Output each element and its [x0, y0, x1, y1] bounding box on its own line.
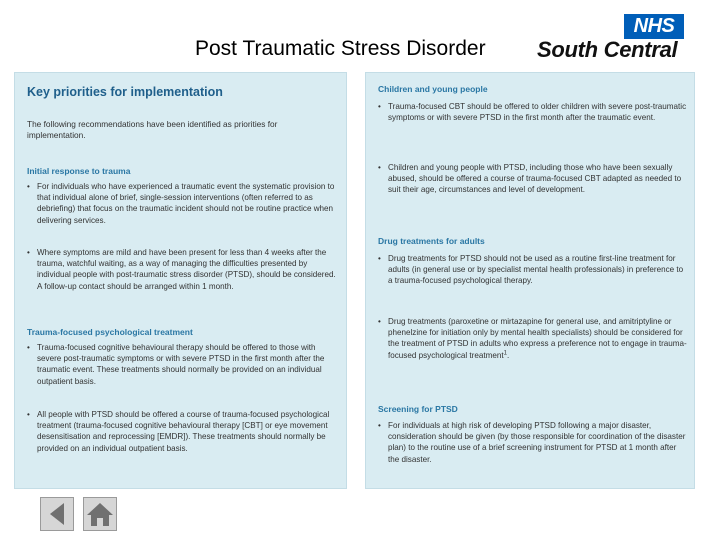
home-button[interactable]: [83, 497, 117, 531]
bullet-item: [378, 101, 688, 123]
bullet-icon: •: [378, 102, 381, 111]
bullet-item: [27, 409, 337, 454]
bullet-icon: •: [27, 343, 30, 352]
bullet-text: Where symptoms are mild and have been present for less than 4 weeks after the trauma, watchful waiting, as a way of managing the difficulties presented by individual people with post-traumatic stress disorder (PTSD), should be considered. A follow-up contact should be arranged within 1 month.: [37, 248, 336, 291]
bullet-icon: •: [27, 182, 30, 191]
back-button[interactable]: [40, 497, 74, 531]
bullet-icon: •: [378, 421, 381, 430]
slide-title: Post Traumatic Stress Disorder: [195, 37, 486, 60]
bullet-item: [27, 181, 337, 226]
bullet-item: [27, 247, 337, 292]
section-title-children: Children and young people: [378, 84, 488, 94]
section-title-trauma-focused: Trauma-focused psychological treatment: [27, 327, 193, 337]
org-name: South Central: [537, 37, 678, 62]
home-icon: [84, 498, 116, 530]
bullet-item: [378, 162, 688, 196]
bullet-text: For individuals at high risk of developing PTSD following a major disaster, consideration should be given (by those responsible for coordination of the disaster plan) to the routine use of a brief screening instrument for PTSD at 1 month after the disaster.: [388, 421, 686, 464]
bullet-text: [388, 316, 688, 361]
section-title-initial-response: Initial response to trauma: [27, 166, 131, 176]
footnote-end: .: [506, 350, 510, 360]
section-title-drug-treatments: Drug treatments for adults: [378, 236, 485, 246]
bullet-text: Children and young people with PTSD, including those who have been sexually abused, should be offered a course of trauma-focused CBT adapted as needed to suit their age, circumstances and level of development.: [388, 163, 682, 195]
bullet-text: Drug treatments for PTSD should not be used as a routine first-line treatment for adults (in general use or by specialist mental health professionals) in preference to a trauma-focused psychological therapy.: [388, 254, 684, 286]
bullet-icon: •: [378, 317, 381, 326]
footnote-mark: 1: [503, 349, 507, 356]
left-panel: [14, 72, 347, 489]
intro-text: The following recommendations have been identified as priorities for implementation.: [27, 119, 278, 140]
bullet-text-body: Drug treatments (paroxetine or mirtazapine for general use, and amitriptyline or phenelzine for initiation only by mental health specialists) should be considered for the treatment of PTSD in adults who express a preference not to engage in trauma-focused psychological treatment: [388, 317, 687, 360]
bullet-text: All people with PTSD should be offered a course of trauma-focused psychological treatment (trauma-focused cognitive behavioural therapy [CBT] or eye movement desensitisation and reprocessing [EMDR]). These treatments should normally be provided on an individual outpatient basis.: [37, 410, 330, 453]
section-title-screening: Screening for PTSD: [378, 404, 458, 414]
bullet-text: Trauma-focused cognitive behavioural therapy should be offered to those with severe post-traumatic symptoms or with severe PTSD in the first month after the traumatic event. These treatments should normally be provided on an individual outpatient basis.: [37, 343, 325, 386]
bullet-item: [27, 342, 337, 387]
bullet-item: [378, 316, 688, 361]
panel-heading: Key priorities for implementation: [27, 85, 223, 99]
bullet-icon: •: [27, 248, 30, 257]
bullet-item: [378, 253, 688, 287]
bullet-item: [378, 420, 688, 465]
bullet-text: Trauma-focused CBT should be offered to older children with severe post-traumatic symptoms or with severe PTSD in the first month after the traumatic event.: [388, 102, 687, 123]
bullet-icon: •: [27, 410, 30, 419]
right-panel: [365, 72, 695, 489]
bullet-icon: •: [378, 254, 381, 263]
bullet-text: For individuals who have experienced a traumatic event the systematic provision to that individual alone of brief, single-session interventions (often referred to as debriefing) that focus on the traumatic incident should not be routine practice when delivering services.: [37, 182, 335, 225]
back-arrow-icon: [41, 498, 73, 530]
nhs-logo: NHS: [624, 14, 684, 39]
bullet-icon: •: [378, 163, 381, 172]
